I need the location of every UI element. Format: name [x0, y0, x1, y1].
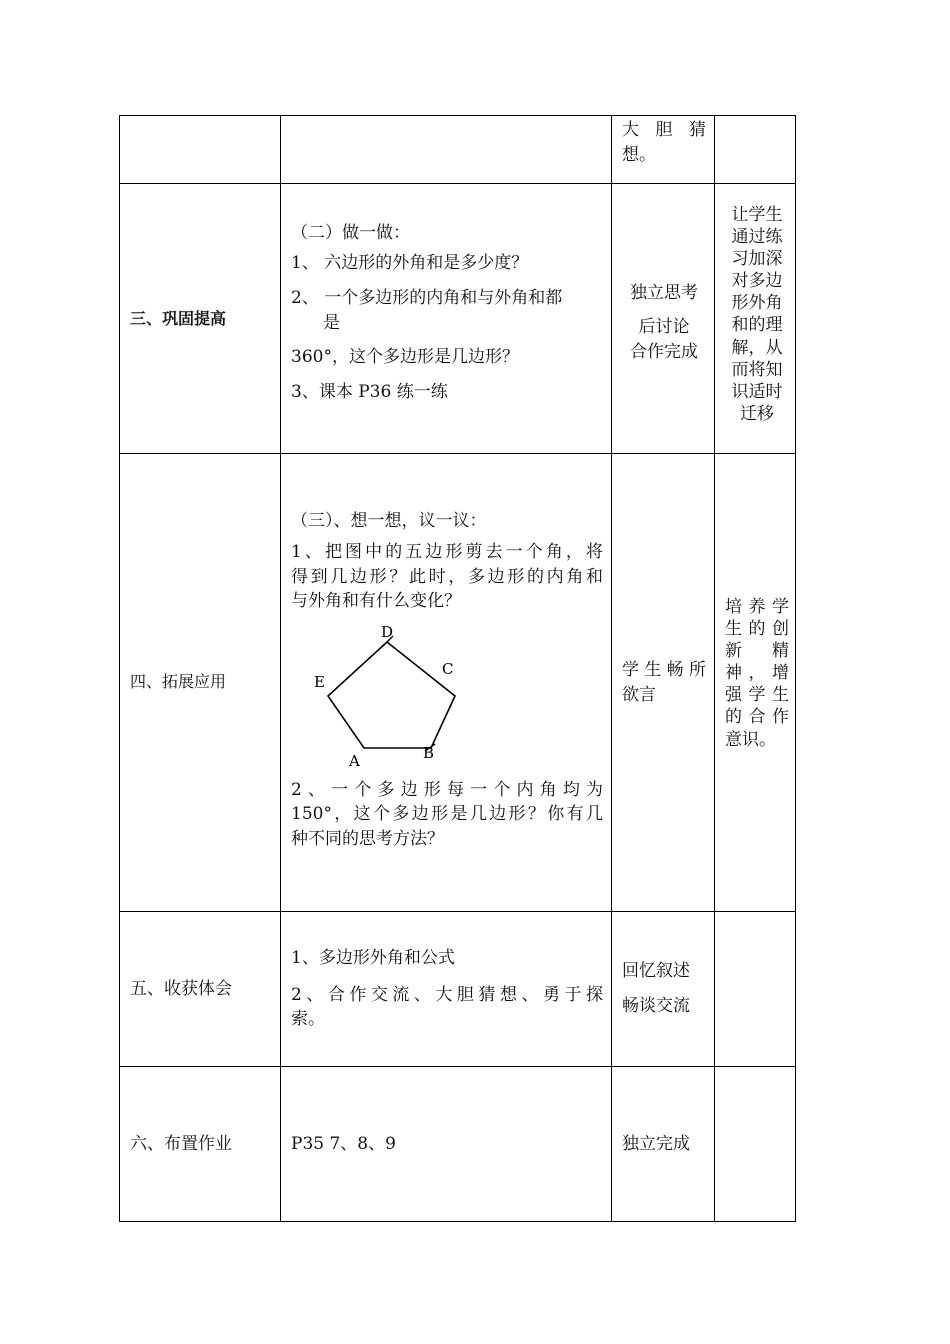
pentagon-shape — [328, 642, 455, 748]
intent-line: 习加深 — [731, 249, 783, 270]
content-line: 1、多边形外角和公式 — [291, 948, 455, 969]
content-cell — [281, 116, 612, 184]
content-line: 360°，这个多边形是几边形？ — [291, 347, 519, 368]
table-row — [120, 1067, 796, 1222]
vertex-label-e: E — [314, 672, 325, 691]
section-cell — [120, 184, 281, 454]
intent-line: 对多边 — [731, 271, 783, 292]
intent-line: 形外角 — [731, 293, 783, 314]
vertex-label-c: C — [442, 659, 454, 678]
section-title: 三、巩固提高 — [130, 308, 227, 328]
content-line: 150°，这个多边形是几边形？你有几 — [291, 804, 603, 825]
intent-cell — [715, 184, 796, 454]
section-title: 五、收获体会 — [130, 978, 232, 999]
intent-line: 让学生 — [731, 205, 783, 225]
section-title: 六、布置作业 — [130, 1133, 232, 1154]
intent-cell — [715, 912, 796, 1067]
intent-line: 迁移 — [740, 403, 774, 424]
content-line: 是 — [323, 312, 340, 333]
intent-cell — [715, 454, 796, 912]
content-line: 种不同的思考方法？ — [291, 829, 444, 850]
method-line: 想。 — [622, 144, 656, 165]
intent-line: 而将知 — [731, 359, 783, 380]
intent-line: 培养学 — [725, 597, 789, 617]
table-row — [120, 454, 796, 912]
content-line: 2、 一个多边形的内角和与外角和都 — [291, 287, 563, 308]
intent-line: 通过练 — [731, 227, 783, 248]
method-cell — [612, 184, 715, 454]
intent-line: 新 精 — [725, 641, 789, 662]
intent-line: 和的理 — [731, 315, 783, 336]
intent-line: 生的创 — [725, 619, 789, 640]
method-line: 后讨论 — [638, 317, 690, 338]
section-cell — [120, 912, 281, 1067]
section-cell — [120, 116, 281, 184]
content-cell — [281, 184, 612, 454]
section-cell — [120, 1067, 281, 1222]
vertex-label-b: B — [423, 743, 435, 762]
method-cell — [612, 1067, 715, 1222]
content-line: 2、一个多边形每一个内角均为 — [291, 779, 603, 800]
method-cell — [612, 912, 715, 1067]
intent-line: 识适时 — [731, 381, 783, 402]
content-heading: （三）、想一想，议一议： — [291, 511, 487, 532]
method-line: 独立思考 — [630, 282, 698, 303]
intent-cell — [715, 1067, 796, 1222]
content-cell — [281, 454, 612, 912]
content-line: 1、 六边形的外角和是多少度？ — [291, 253, 529, 274]
intent-line: 意识。 — [725, 729, 776, 750]
table-row — [120, 912, 796, 1067]
method-line: 学生畅所 — [622, 659, 706, 680]
intent-line: 解，从 — [731, 337, 783, 358]
content-line: P35 7、8、9 — [291, 1133, 396, 1154]
method-cell — [612, 454, 715, 912]
method-line: 欲言 — [622, 684, 656, 705]
table-row — [120, 116, 796, 184]
content-line: 索。 — [291, 1009, 325, 1030]
content-line: 2、合作交流、大胆猜想、勇于探 — [291, 984, 603, 1005]
content-line: 与外角和有什么变化？ — [291, 591, 461, 612]
lesson-plan-table — [119, 115, 796, 1222]
intent-cell — [715, 116, 796, 184]
content-cell — [281, 1067, 612, 1222]
vertex-label-d: D — [381, 622, 394, 641]
content-line: 3、课本 P36 练一练 — [291, 381, 448, 402]
intent-line: 神，增 — [725, 663, 789, 684]
method-cell — [612, 116, 715, 184]
method-line: 独立完成 — [622, 1133, 690, 1154]
method-line: 回忆叙述 — [622, 961, 690, 982]
table-row — [120, 184, 796, 454]
section-title: 四、拓展应用 — [130, 672, 227, 692]
vertex-label-a: A — [349, 751, 360, 770]
pentagon-figure — [297, 620, 497, 770]
intent-line: 的合作 — [725, 707, 789, 728]
method-line: 合作完成 — [630, 341, 698, 362]
content-line: 1、把图中的五边形剪去一个角，将 — [291, 541, 603, 562]
method-line: 畅谈交流 — [622, 996, 690, 1016]
content-cell — [281, 912, 612, 1067]
section-cell — [120, 454, 281, 912]
content-heading: （二）做一做： — [291, 222, 410, 243]
content-line: 得到几边形？此时，多边形的内角和 — [291, 566, 603, 587]
intent-line: 强学生 — [725, 685, 789, 706]
method-line: 大 胆 猜 — [622, 120, 706, 140]
